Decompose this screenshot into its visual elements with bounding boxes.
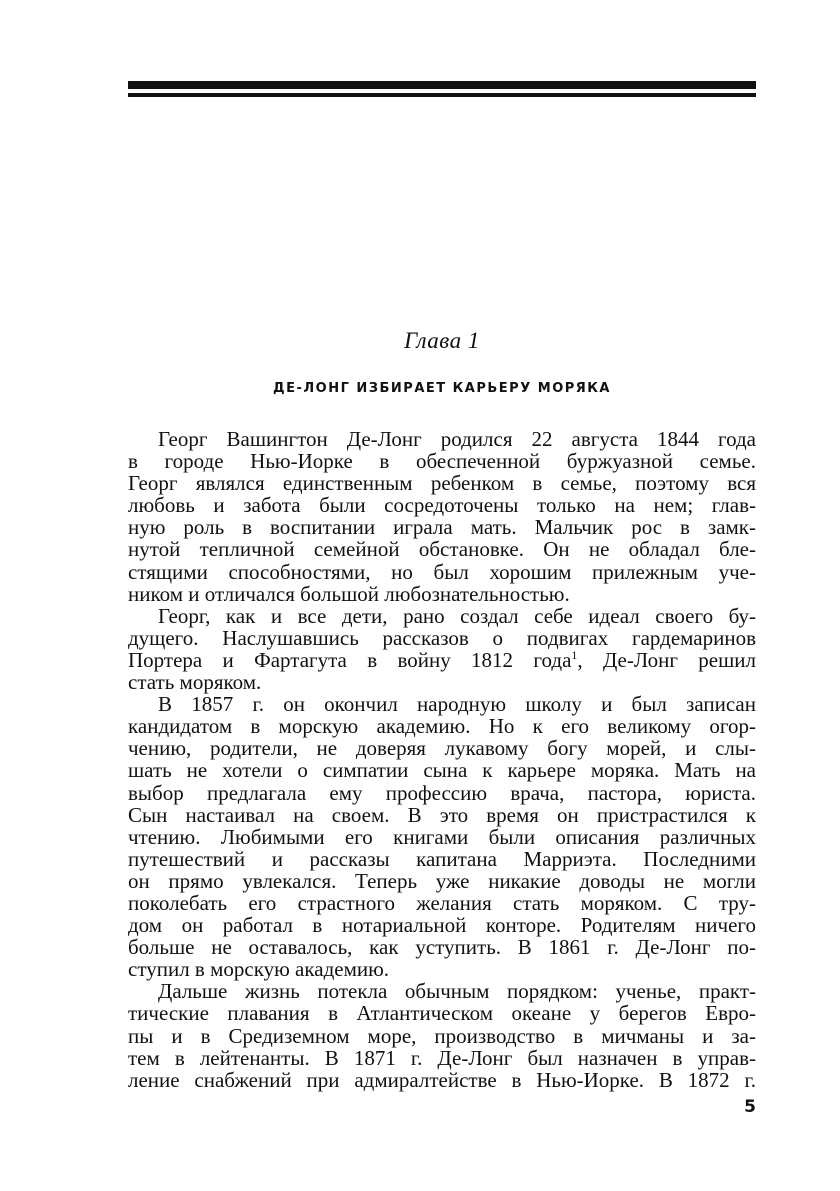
text-fragment: , Де-Лонг решил [577, 647, 756, 672]
text-line: пы и в Средиземном море, производство в мичманы и за- [128, 1023, 756, 1048]
text-line: шать не хотели о симпатии сына к карьере моряка. Мать на [128, 758, 756, 783]
page-number: 5 [744, 1097, 756, 1117]
text-line: Георг являлся единственным ребенком в семье, поэтому вся [128, 471, 756, 496]
text-line: Георг Вашингтон Де-Лонг родился 22 августа 1844 года [158, 427, 756, 451]
text-line: чению, родители, не доверяя лукавому богу морей, и слы- [128, 736, 756, 761]
header-rule-thick [128, 81, 756, 89]
body-text [128, 428, 756, 1091]
text-line: ление снабжений при адмиралтействе в Нью-Иорке. В 1872 г. [128, 1067, 756, 1092]
text-line: в городе Нью-Иорке в обеспеченной буржуазной семье. [128, 449, 756, 474]
text-line: дом он работал в нотариальной конторе. Родителям ничего [128, 913, 756, 938]
text-line: кандидатом в морскую академию. Но к его великому огор- [128, 714, 756, 739]
text-line: ную роль в воспитании играла мать. Мальчик рос в замк- [128, 515, 756, 540]
paragraph-2 [128, 605, 756, 693]
text-line: В 1857 г. он окончил народную школу и был записан [158, 692, 756, 717]
text-line: чтению. Любимыми его книгами были описания различных [128, 824, 756, 849]
paragraph-1 [128, 428, 756, 605]
text-line: он прямо увлекался. Теперь уже никакие доводы не могли [128, 868, 756, 893]
text-line: Сын настаивал на своем. В это время он пристрастился к [128, 802, 756, 827]
text-line: дущего. Наслушавшись рассказов о подвигах гардемаринов [128, 625, 756, 650]
text-line: Георг, как и все дети, рано создал себе идеал своего бу- [158, 603, 756, 628]
text-line: Дальше жизнь потекла обычным порядком: ученье, практ- [158, 979, 756, 1004]
text-line: тические плавания в Атлантическом океане у берегов Евро- [128, 1001, 756, 1026]
text-line: ником и отличался большой любознательностью. [128, 581, 570, 606]
text-line: поколебать его страстного желания стать моряком. С тру- [128, 890, 756, 915]
text-fragment: Портера и Фартагута в войну 1812 года [128, 647, 572, 672]
paragraph-4 [128, 980, 756, 1090]
chapter-title: ДЕ-ЛОНГ ИЗБИРАЕТ КАРЬЕРУ МОРЯКА [273, 381, 611, 396]
text-line: любовь и забота были сосредоточены только на нем; глав- [128, 493, 756, 518]
text-line: нутой тепличной семейной обстановке. Он не обладал бле- [128, 537, 756, 562]
text-line-with-footnote [128, 649, 756, 671]
footnote-mark[interactable]: 1 [571, 647, 578, 662]
text-line: стящими способностями, но был хорошим прилежным уче- [128, 559, 756, 584]
text-line: тем в лейтенанты. В 1871 г. Де-Лонг был назначен в управ- [128, 1045, 756, 1070]
text-line: выбор предлагала ему профессию врача, пастора, юриста. [128, 780, 756, 805]
text-line: ступил в морскую академию. [128, 957, 390, 982]
text-line: путешествий и рассказы капитана Марриэта. Последними [128, 846, 756, 871]
header-rule-thin [128, 93, 756, 97]
paragraph-3 [128, 693, 756, 980]
text-line: стать моряком. [128, 670, 262, 695]
text-line: больше не оставалось, как уступить. В 1861 г. Де-Лонг по- [128, 935, 756, 960]
chapter-label: Глава 1 [404, 328, 480, 353]
